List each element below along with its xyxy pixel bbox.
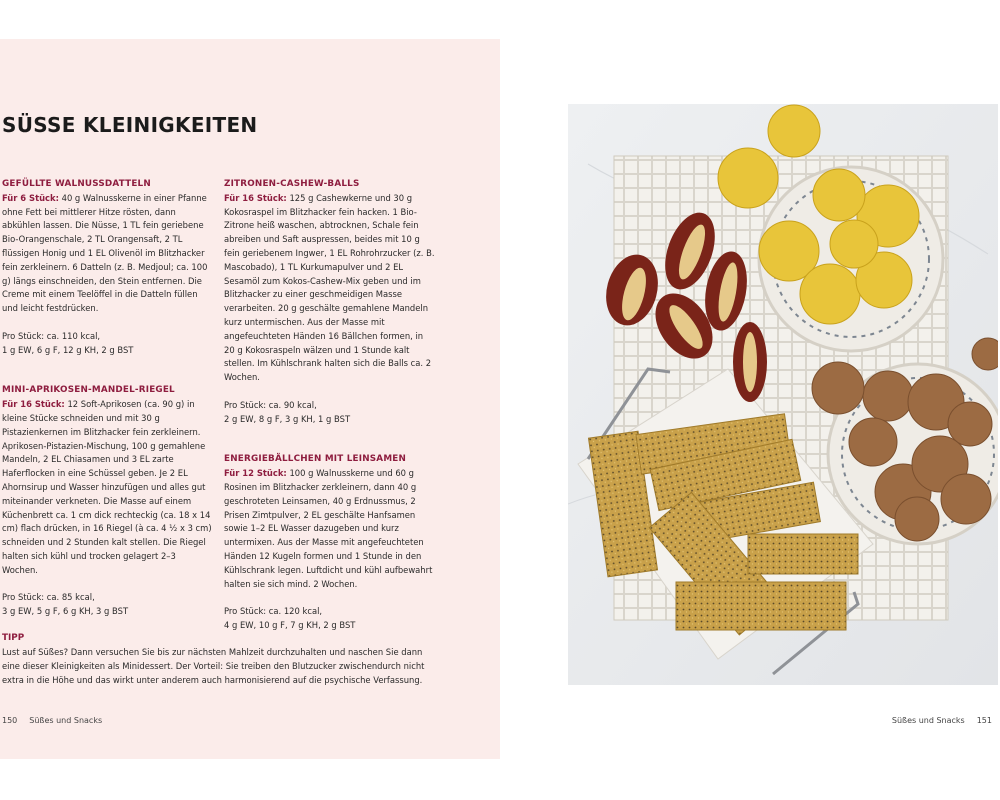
recipe-nutrition-2: 2 g EW, 8 g F, 3 g KH, 1 g BST [224,413,351,424]
recipe-instructions [224,467,436,591]
recipe-nutrition-1: Pro Stück: ca. 120 kcal, [224,606,323,617]
recipe-nutrition-2: 4 g EW, 10 g F, 7 g KH, 2 g BST [224,619,356,630]
page-number-left: 150 [2,716,18,725]
recipe-serving: Für 16 Stück: [2,399,65,410]
recipe-serving: Für 6 Stück: [2,192,59,203]
recipe-walnussdatteln [2,178,214,357]
recipe-instructions [2,398,214,577]
recipe-serving: Für 12 Stück: [224,468,287,479]
recipe-column-left [2,178,214,619]
recipe-nutrition-2: 1 g EW, 6 g F, 12 g KH, 2 g BST [2,344,134,355]
recipe-nutrition-2: 3 g EW, 5 g F, 6 g KH, 3 g BST [2,606,129,617]
recipe-nutrition-1: Pro Stück: ca. 90 kcal, [224,399,317,410]
page-title: SÜSSE KLEINIGKEITEN [2,113,258,137]
recipe-instructions [2,192,214,316]
recipe-text: 40 g Walnusskerne in einer Pfanne ohne Fett bei mittlerer Hitze rösten, dann abkühlen lassen. Die Nüsse, 1 TL fein geriebene Bio-Orangenschale, 2 TL Orangensaft, 2 TL flüssigen Honig und 1 EL Olivenöl im Blitzhacker fein zerkleinern. 6 Datteln (z. B. Medjoul; ca. 100 g) längs einschneiden, den Stein entfernen. Die Creme mit einem Teelöffel in die Datteln füllen und leicht festdrücken. [2,192,208,314]
recipe-serving: Für 16 Stück: [224,192,287,203]
recipe-title: ZITRONEN-CASHEW-BALLS [224,179,360,189]
recipe-nutrition-1: Pro Stück: ca. 85 kcal, [2,592,95,603]
food-photo [568,104,998,685]
recipe-column-right [224,178,436,633]
recipe-nutrition-1: Pro Stück: ca. 110 kcal, [2,330,101,341]
page-number-right: 151 [976,716,992,725]
recipe-text: 12 Soft-Aprikosen (ca. 90 g) in kleine Stücke schneiden und mit 30 g Pistazienkernen im Blitzhacker fein zerkleinern. Aprikosen-Pistazien-Mischung, 100 g gemahlene Mandeln, 2 EL Chiasamen und 3 EL zarte Haferflocken in eine Schüssel geben. Je 2 EL Ahornsirup und Wasser hinzufügen und alles gut miteinander verkneten. Die Masse auf einem Küchenbrett ca. 1 cm dick rechteckig (ca. 18 x 14 cm) flach drücken, in 16 Riegel (à ca. 4 ½ x 3 cm) schneiden und 2 Stunden kalt stellen. Die Riegel halten sich kühl und trocken gelagert 2–3 Wochen. [2,399,212,575]
recipe-title: ENERGIEBÄLLCHEN MIT LEINSAMEN [224,454,407,465]
footer-section-left: Süßes und Snacks [29,716,103,725]
footer-left [2,716,102,725]
recipe-title: MINI-APRIKOSEN-MANDEL-RIEGEL [2,385,175,396]
recipe-instructions [224,192,436,385]
recipe-cashew-balls [224,178,436,426]
recipe-text: 100 g Walnusskerne und 60 g Rosinen im Blitzhacker zerkleinern, dann 40 g geschroteten Leinsamen, 40 g Erdnussmus, 2 Prisen Zimtpulver, 2 EL geschälte Hanfsamen sowie 1–2 EL Wasser dazugeben und kurz untermixen. Aus der Masse mit angefeuchteten Händen 12 Kugeln formen und 1 Stunde in den Kühlschrank legen. Luftdicht und kühl aufbewahrt halten sie sich mind. 2 Wochen. [224,468,433,589]
recipe-title: GEFÜLLTE WALNUSSDATTELN [2,179,151,189]
tip-box [2,632,432,687]
recipe-aprikosen-riegel [2,384,214,619]
recipe-energiebaellchen [224,453,436,632]
tip-title: TIPP [2,633,25,643]
footer-section-right: Süßes und Snacks [891,716,965,725]
recipe-text: 125 g Cashewkerne und 30 g Kokosraspel im Blitzhacker fein hacken. 1 Bio-Zitrone heiß waschen, abtrocknen, Schale fein abreiben und Saft auspressen, beides mit 10 g fein geriebenem Ingwer, 1 EL Rohrohrzucker (z. B. Mascobado), 1 TL Kurkumapulver und 2 EL Sesamöl zum Kokos-Cashew-Mix geben und im Blitzhacker zu einer geschmeidigen Masse verarbeiten. 20 g geschälte gemahlene Mandeln kurz untermischen. Aus der Masse mit angefeuchteten Händen 16 Bällchen formen, in 20 g Kokosraspeln wälzen und 1 Stunde kalt stellen. Im Kühlschrank halten sich die Balls ca. 2 Wochen. [224,192,435,383]
footer-right [892,716,992,725]
tip-text: Lust auf Süßes? Dann versuchen Sie bis zur nächsten Mahlzeit durchzuhalten und naschen Sie dann eine dieser Kleinigkeiten als Minidessert. Der Vorteil: Sie treiben den Blutzucker zwischendurch nicht extra in die Höhe und das wirkt unter anderem auch harmonisierend auf die psychische Verfassung. [2,647,425,685]
